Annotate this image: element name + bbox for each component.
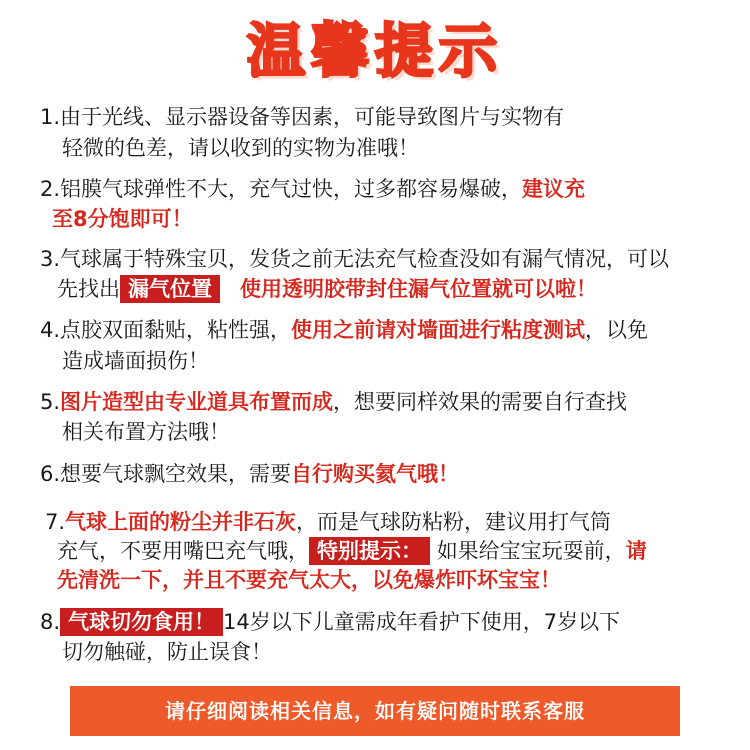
notice-7-text-cont: 充气，不要用嘴巴充气哦， [57, 539, 309, 563]
notice-7-text-post: 如果给宝宝玩耍前， [436, 539, 626, 563]
notice-5-line-1 [40, 388, 627, 416]
notice-5-number: 5. [40, 390, 61, 414]
notice-8-line-2 [62, 638, 272, 666]
notice-4-highlight: 使用之前请对墙面进行粘度测试 [291, 318, 586, 342]
notice-3-text-cont: 先找出 [57, 277, 120, 301]
page-title: 温馨提示 [246, 17, 503, 85]
notice-7-tag: 特别提示： [309, 537, 430, 565]
notice-1-line-2 [62, 134, 419, 162]
notice-3-text: 3.气球属于特殊宝贝，发货之前无法充气检查没如有漏气情况，可以 [40, 247, 670, 271]
notice-4-text-cont: 造成墙面损伤！ [62, 349, 209, 373]
notice-7-text: ，而是气球防粘粉，建议用打气筒 [296, 510, 612, 534]
notice-4-text: 4.点胶双面黏贴，粘性强， [40, 318, 292, 342]
notice-7-line-2 [57, 537, 647, 565]
notice-3-tag: 漏气位置 [120, 275, 220, 303]
notice-6-highlight: 自行购买氦气哦！ [291, 462, 460, 486]
notice-4-text-post: ，以免 [585, 318, 649, 342]
notice-5-text: ，想要同样效果的需要自行查找 [333, 390, 628, 414]
notice-2-text: 2.铝膜气球弹性不大，充气过快，过多都容易爆破， [40, 177, 523, 201]
notice-7-highlight-3: 先清洗一下，并且不要充气太大，以免爆炸吓坏宝宝！ [57, 568, 561, 592]
notice-2-highlight-cont: 至8分饱即可！ [52, 207, 193, 231]
notice-5-text-cont: 相关布置方法哦！ [62, 420, 230, 444]
notice-2-line-2 [52, 205, 193, 233]
notice-2-line-1 [40, 175, 585, 203]
notice-8-text-cont: 切勿触碰，防止误食！ [62, 640, 272, 664]
notice-7-line-3 [57, 566, 561, 594]
notice-1-line-1 [40, 103, 564, 131]
notice-7-line-1 [45, 508, 611, 536]
notice-4-line-1 [40, 316, 648, 344]
notice-8-tag: 气球切勿食用！ [60, 608, 223, 636]
notice-5-line-2 [62, 418, 230, 446]
notice-6-line-1 [40, 460, 459, 488]
notice-2-highlight: 建议充 [522, 177, 586, 201]
notice-6-text: 6.想要气球飘空效果，需要 [40, 462, 292, 486]
notice-1-text: 1.由于光线、显示器设备等因素，可能导致图片与实物有 [40, 105, 565, 129]
notice-4-line-2 [62, 347, 209, 375]
notice-5-highlight: 图片造型由专业道具布置而成 [60, 390, 334, 414]
notice-7-highlight-2: 请 [625, 539, 647, 563]
notice-7-highlight: 气球上面的粉尘并非石灰 [65, 510, 297, 534]
notice-3-highlight: 使用透明胶带封住漏气位置就可以啦！ [240, 277, 598, 301]
notice-3-line-1 [40, 245, 669, 273]
notice-7-number: 7. [45, 510, 66, 534]
notice-1-text-cont: 轻微的色差，请以收到的实物为准哦！ [62, 136, 419, 160]
contact-banner: 请仔细阅读相关信息，如有疑问随时联系客服 [70, 686, 680, 736]
notice-3-line-2 [57, 275, 597, 303]
notice-8-number: 8. [40, 610, 61, 634]
notice-8-line-1 [40, 608, 620, 636]
notice-8-text: 14岁以下儿童需成年看护下使用，7岁以下 [223, 610, 621, 634]
